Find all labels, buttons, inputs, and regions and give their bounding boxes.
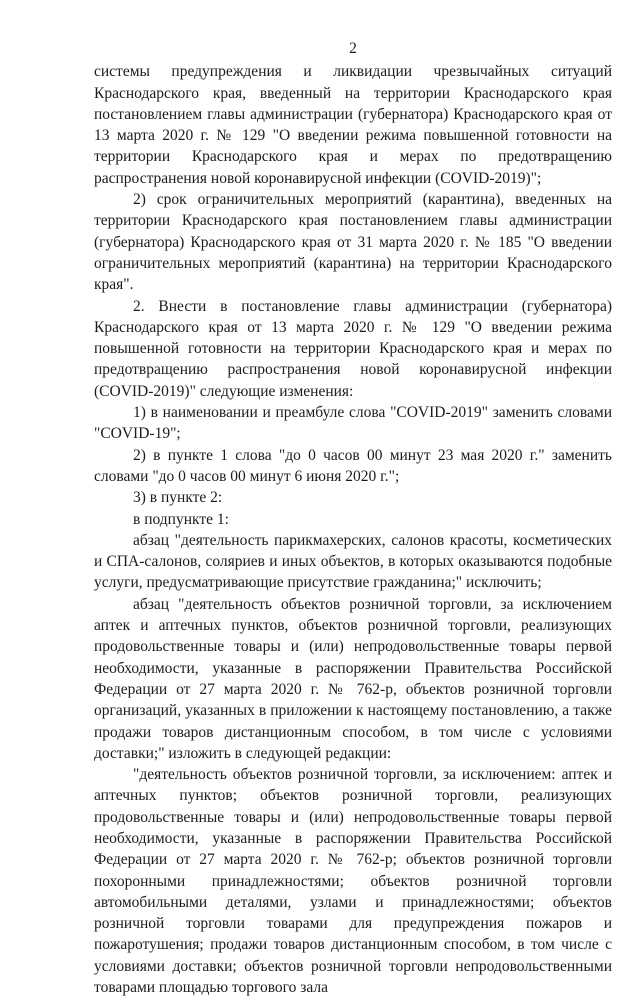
paragraph-section-2: 2. Внести в постановление главы администрации (губернатора) Краснодарского края от 13 марта 2020 г. № 129 "О введении режима повышенной готовности на территории Краснодарского края и мерах по предотвращению распространения новой коронавирусной инфекции (COVID-2019)" следующие изменения: bbox=[94, 297, 612, 400]
paragraph-new-wording: "деятельность объектов розничной торговли, за исключением: аптек и аптечных пунктов; объектов розничной торговли, реализующих продовольственные товары и (или) непродовольственные товары первой необходимости, указанные в распоряжении Правительства Российской Федерации от 27 марта 2020 г. № 762-р; объектов розничной торговли похоронными принадлежностями; объектов розничной торговли автомобильными деталями, узлами и принадлежностями; объектов розничной торговли товарами для предупреждения пожаров и пожаротушения; продажи товаров дистанционным способом, в том числе с условиями доставки; объектов розничной торговли непродовольственными товарами площадью торгового зала bbox=[94, 766, 612, 997]
paragraph-change-2: 2) в пункте 1 слова "до 0 часов 00 минут 23 мая 2020 г." заменить словами "до 0 часов 00 минут 6 июня 2020 г."; bbox=[94, 446, 612, 485]
paragraph-continuation: системы предупреждения и ликвидации чрезвычайных ситуаций Краснодарского края, введенный на территории Краснодарского края постановлением главы администрации (губернатора) Краснодарского края от 13 марта 2020 г. № 129 "О введении режима повышенной готовности на территории Краснодарского края и мерах по предотвращению распространения новой коронавирусной инфекции (COVID-2019)"; bbox=[94, 63, 612, 187]
paragraph-item-2-quarantine: 2) срок ограничительных мероприятий (карантина), введенных на территории Краснодарского края постановлением главы администрации (губернатора) Краснодарского края от 31 марта 2020 г. № 185 "О введении ограничительных мероприятий (карантина) на территории Краснодарского края". bbox=[94, 191, 612, 294]
document-page bbox=[94, 38, 612, 998]
paragraph-subitem-1: в подпункте 1: bbox=[133, 510, 229, 528]
paragraph-change-1: 1) в наименовании и преамбуле слова "COVID-2019" заменить словами "COVID-19"; bbox=[94, 404, 612, 443]
paragraph-abzac-salons: абзац "деятельность парикмахерских, салонов красоты, косметических и СПА-салонов, соляриев и иных объектов, в которых оказываются подобные услуги, предусматривающие присутствие гражданина;" исключить; bbox=[94, 531, 612, 592]
paragraph-abzac-retail: абзац "деятельность объектов розничной торговли, за исключением аптек и аптечных пунктов, объектов розничной торговли, реализующих продовольственные товары и (или) непродовольственные товары первой необходимости, указанные в распоряжении Правительства Российской Федерации от 27 марта 2020 г. № 762-р, объектов розничной торговли организаций, указанных в приложении к настоящему постановлению, а также продажи товаров дистанционным способом, в том числе с условиями доставки;" изложить в следующей редакции: bbox=[94, 595, 612, 762]
page-number: 2 bbox=[349, 40, 357, 57]
paragraph-change-3: 3) в пункте 2: bbox=[133, 489, 223, 507]
